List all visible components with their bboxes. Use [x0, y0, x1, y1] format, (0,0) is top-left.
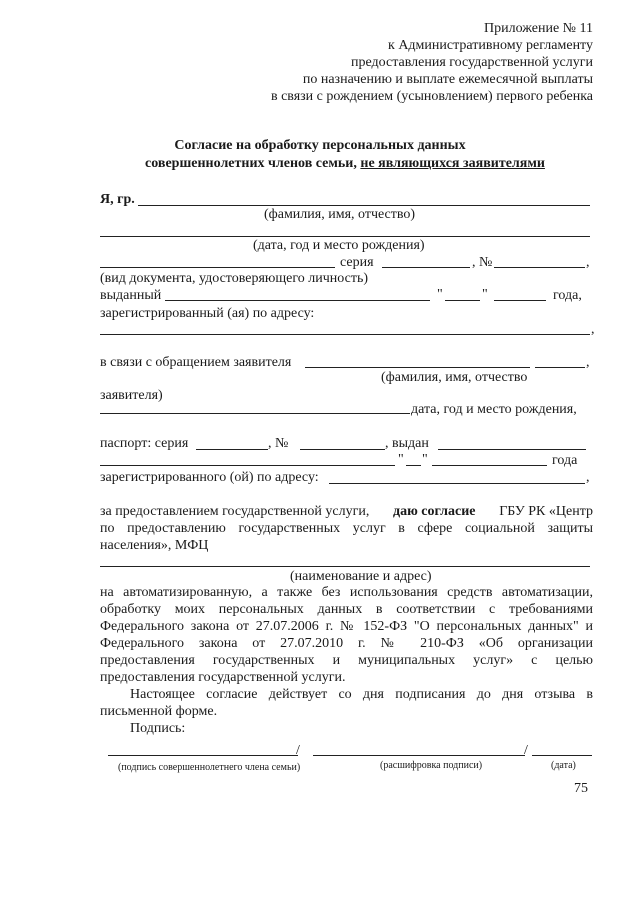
signature-label: Подпись:	[130, 721, 186, 736]
signature-hint: (подпись совершеннолетнего члена семьи)	[118, 762, 301, 773]
applicant-fio-line[interactable]	[305, 367, 530, 368]
title-line-1: Согласие на обработку персональных данных	[174, 138, 466, 153]
passport-number-line[interactable]	[300, 449, 385, 450]
p2-line-2: обработку моих персональных данных в соответствии с требованиями	[100, 602, 593, 617]
goda2-label: года	[552, 453, 578, 468]
issued-label: выданный	[100, 288, 162, 303]
registered2-label: зарегистрированного (ой) по адресу:	[100, 470, 319, 485]
header-line-3: предоставления государственной услуги	[351, 55, 593, 70]
consent-line-2: по предоставлению государственных услуг в сфере социальной защиты	[100, 521, 593, 536]
signature-slash-2: /	[524, 743, 528, 758]
passport-series-label: паспорт: серия	[100, 436, 189, 451]
doc-type-line[interactable]	[100, 267, 335, 268]
goda-label: года,	[553, 288, 582, 303]
issued-year-line[interactable]	[494, 300, 546, 301]
applicant-label: в связи с обращением заявителя	[100, 355, 292, 370]
comma-2: ,	[591, 322, 595, 337]
date-hint: (дата)	[551, 760, 576, 771]
p2-line-1: на автоматизированную, а также без использования средств автоматизации,	[100, 585, 593, 600]
quote-close: "	[482, 287, 488, 302]
header-line-4: по назначению и выплате ежемесячной выплаты	[302, 72, 593, 87]
comma-3: ,	[586, 355, 590, 370]
passport-year-line[interactable]	[432, 465, 547, 466]
consent-line-1: за предоставлением государственной услуги, даю согласие ГБУ РК «Центр	[100, 504, 593, 519]
birth-hint: (дата, год и место рождения)	[253, 238, 425, 253]
issued-by-line[interactable]	[165, 300, 430, 301]
issued-day-line[interactable]	[445, 300, 480, 301]
signature-slash-1: /	[296, 743, 300, 758]
fio-hint: (фамилия, имя, отчество)	[264, 207, 416, 222]
signature-date-line[interactable]	[532, 755, 592, 756]
quote-close-2: "	[422, 452, 428, 467]
ya-gr-label: Я, гр.	[100, 192, 135, 207]
seriya-label: серия	[340, 255, 374, 270]
applicant-address-line[interactable]	[329, 483, 585, 484]
passport-day-line[interactable]	[406, 465, 421, 466]
applicant-birth-line[interactable]	[100, 413, 410, 414]
p2-line-6: предоставления государственной услуги.	[100, 670, 346, 685]
quote-open-2: "	[398, 452, 404, 467]
applicant-birth-label: дата, год и место рождения,	[411, 402, 577, 417]
birth-line[interactable]	[100, 236, 590, 237]
appendix-number: Приложение № 11	[484, 21, 593, 36]
org-hint: (наименование и адрес)	[290, 569, 432, 584]
passport-issued-line[interactable]	[438, 449, 586, 450]
registered-label: зарегистрированный (ая) по адресу:	[100, 306, 315, 321]
passport-number-label: , №	[268, 436, 289, 451]
passport-issued-line-2[interactable]	[100, 465, 395, 466]
fio-line[interactable]	[138, 205, 590, 206]
p2-line-4: Федерального закона от 27.07.2010 г. № 210-ФЗ «Об организации	[100, 636, 593, 651]
address-line[interactable]	[100, 334, 590, 335]
nomer-label: , №	[472, 255, 493, 270]
doc-hint: (вид документа, удостоверяющего личность)	[100, 271, 369, 286]
applicant-fio-line-2[interactable]	[535, 367, 585, 368]
signature-decode-line[interactable]	[313, 755, 525, 756]
quote-open: "	[437, 287, 443, 302]
signature-line[interactable]	[108, 755, 298, 756]
organization-line[interactable]	[100, 566, 590, 567]
comma-1: ,	[586, 255, 590, 270]
doc-series-line[interactable]	[382, 267, 470, 268]
applicant-hint-end: заявителя)	[100, 388, 163, 403]
p3-line-1: Настоящее согласие действует со дня подписания до дня отзыва в	[130, 687, 593, 702]
p2-line-5: предоставления государственных и муниципальных услуг» с целью	[100, 653, 593, 668]
header-line-2: к Административному регламенту	[388, 38, 593, 53]
doc-number-line[interactable]	[494, 267, 585, 268]
decode-hint: (расшифровка подписи)	[380, 760, 483, 771]
p3-line-2: письменной форме.	[100, 704, 218, 719]
passport-series-line[interactable]	[196, 449, 268, 450]
p2-line-3: Федерального закона от 27.07.2006 г. № 152-ФЗ "О персональных данных" и	[100, 619, 593, 634]
comma-4: ,	[586, 470, 590, 485]
header-line-5: в связи с рождением (усыновлением) первого ребенка	[270, 89, 593, 104]
applicant-fio-hint: (фамилия, имя, отчество	[381, 370, 528, 385]
consent-line-3: населения», МФЦ	[100, 538, 209, 553]
passport-issued-label: , выдан	[385, 436, 429, 451]
page-number: 75	[574, 781, 588, 796]
title-line-2: совершеннолетних членов семьи, не являющихся заявителями	[145, 156, 545, 171]
